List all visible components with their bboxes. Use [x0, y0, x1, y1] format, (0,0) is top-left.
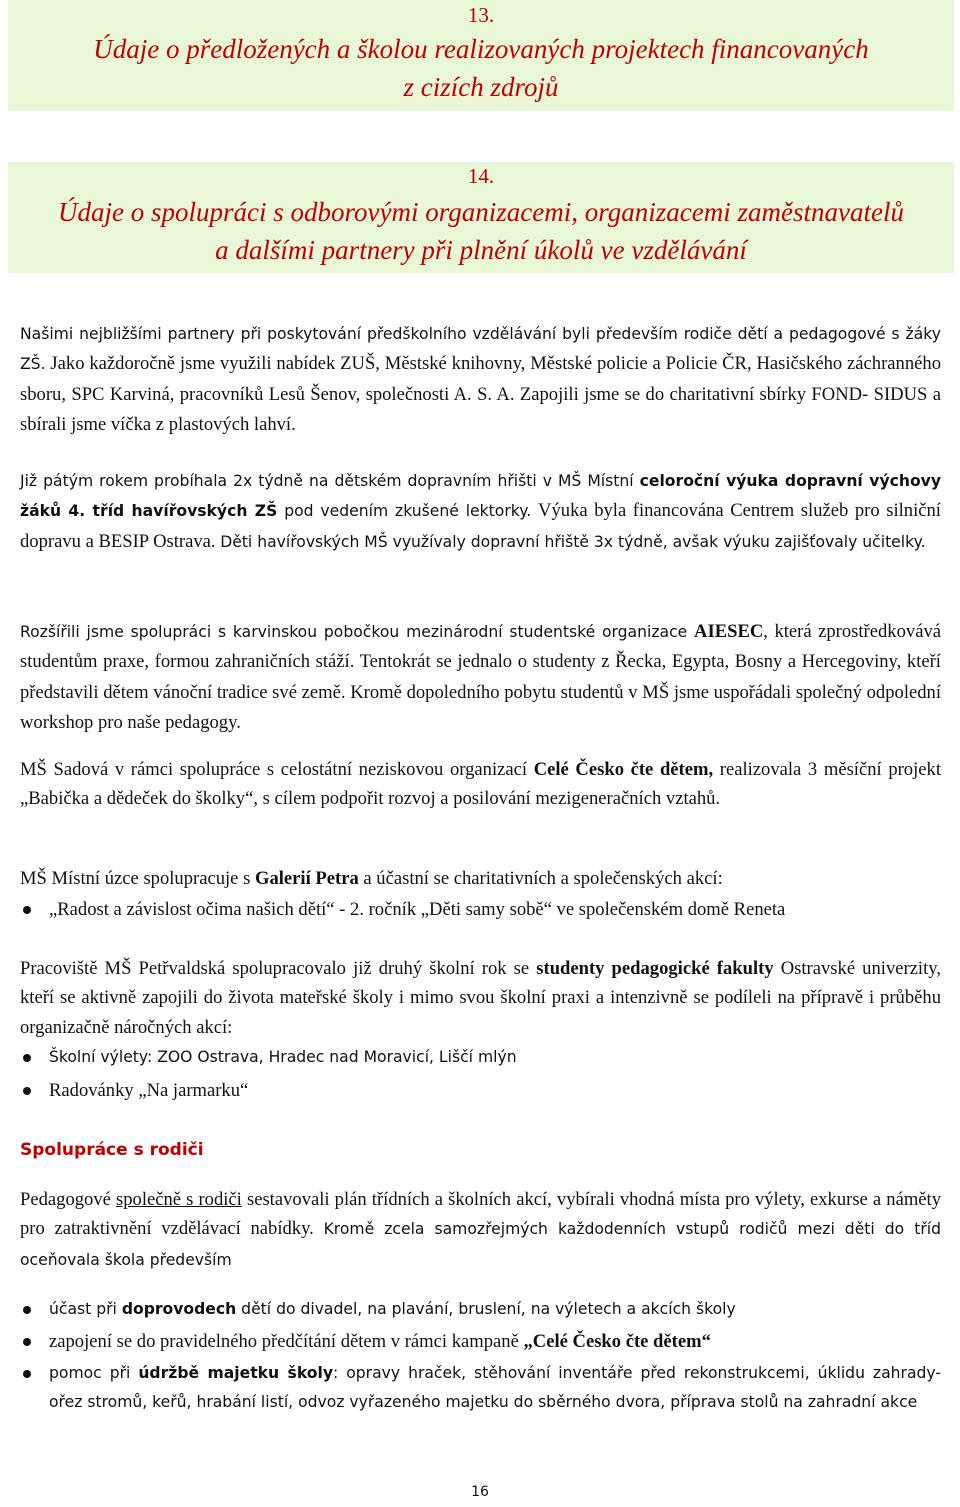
- section-number: 13.: [467, 3, 495, 27]
- list-parents-help: [20, 1295, 941, 1418]
- section-heading-parents: Spolupráce s rodiči: [20, 1140, 204, 1160]
- list-item: pomoc při údržbě majetku školy: opravy hraček, stěhování inventáře před rekonstrukcemi, úklidu zahrady- ořez stromů, keřů, hrabání listí, odvoz vyřazeného majetku do sběrného dvora, příprava stolů na zahradní akce: [20, 1359, 941, 1418]
- paragraph-students: Pracoviště MŠ Petřvaldská spolupracovalo již druhý školní rok se studenty pedagogické fakulty Ostravské univerzity, kteří se aktivně zapojili do života mateřské školy i mimo svou školní praxi a intenzivně se podíleli na přípravě i průběhu organizačně náročných akcí:: [20, 958, 942, 1038]
- section-title: [8, 193, 954, 269]
- paragraph-aiesec: Rozšířili jsme spolupráci s karvinskou pobočkou mezinárodní studentské organizace AIESEC, která zprostředkovává studentům praxe, formou zahraničních stáží. Tentokrát se jednalo o studenty z Řecka, Egypta, Bosny a Hercegoviny, kteří představili dětem vánoční tradice své země. Kromě dopoledního pobytu studentů v MŠ jsme uspořádali společný odpolední workshop pro naše pedagogy.: [20, 621, 942, 734]
- page-number: 16: [471, 1484, 489, 1500]
- list-item: účast při doprovodech dětí do divadel, na plavání, bruslení, na výletech a akcích školy: [20, 1295, 941, 1324]
- paragraph-traffic-education: Již pátým rokem probíhala 2x týdně na dětském dopravním hřišti v MŠ Místní celoroční výuka dopravní výchovy žáků 4. tříd havířovských ZŠ pod vedením zkušené lektorky. Výuka byla financována Centrem služeb pro silniční dopravu a BESIP Ostrava. Děti havířovských MŠ využívaly dopravní hřiště 3x týdně, avšak výuku zajišťovaly učitelky.: [20, 472, 941, 552]
- section-title-line: z cizích zdrojů: [403, 72, 559, 102]
- list-item: Školní výlety: ZOO Ostrava, Hradec nad Moravicí, Liščí mlýn: [20, 1043, 941, 1072]
- list-item: Radovánky „Na jarmarku“: [20, 1076, 941, 1105]
- paragraph-galerie-petra: MŠ Místní úzce spolupracuje s Galerií Petra a účastní se charitativních a společenských akcí:: [20, 868, 723, 889]
- paragraph-parents: Pedagogové společně s rodiči sestavovali plán třídních a školních akcí, vybírali vhodná místa pro výlety, exkurse a náměty pro zatraktivnění vzdělávací nabídky. Kromě zcela samozřejmých každodenních vstupů rodičů mezi děti do tříd oceňovala škola především: [20, 1189, 941, 1269]
- section-14-heading: [8, 162, 954, 273]
- paragraph-cele-cesko: MŠ Sadová v rámci spolupráce s celostátní neziskovou organizací Celé Česko čte dětem, realizovala 3 měsíční projekt „Babička a dědeček do školky“, s cílem podpořit rozvoj a posilování mezigeneračních vztahů.: [20, 759, 941, 810]
- list-item: „Radost a závislost očima našich dětí“ - 2. ročník „Děti samy sobě“ ve společenském domě Reneta: [20, 895, 941, 924]
- list-radovanky: [20, 1076, 941, 1105]
- bullet-icon: [23, 1370, 31, 1378]
- bullet-icon: [23, 1306, 31, 1314]
- list-item: zapojení se do pravidelného předčítání dětem v rámci kampaně „Celé Česko čte dětem“: [20, 1327, 941, 1357]
- bullet-icon: [23, 1087, 31, 1095]
- section-title-line: Údaje o spolupráci s odborovými organizacemi, organizacemi zaměstnavatelů: [58, 197, 904, 227]
- bullet-icon: [23, 1054, 31, 1062]
- list-trips: [20, 1043, 941, 1072]
- bullet-icon: [23, 906, 31, 914]
- section-title: [8, 30, 954, 106]
- list-charity: [20, 895, 941, 924]
- section-number: 14.: [467, 164, 495, 188]
- section-13-heading: [8, 0, 954, 111]
- bullet-icon: [23, 1338, 31, 1346]
- section-title-line: Údaje o předložených a školou realizovaných projektech financovaných: [93, 34, 869, 64]
- section-title-line: a dalšími partnery při plnění úkolů ve vzdělávání: [215, 235, 747, 265]
- paragraph-partners: Našimi nejbližšími partnery při poskytování předškolního vzdělávání byli především rodiče dětí a pedagogové s žáky ZŠ. Jako každoročně jsme využili nabídek ZUŠ, Městské knihovny, Městské policie a Policie ČR, Hasičského záchranného sboru, SPC Karviná, pracovníků Lesů Šenov, společnosti A. S. A. Zapojili jsme se do charitativní sbírky FOND- SIDUS a sbírali jsme víčka z plastových lahví.: [20, 325, 941, 436]
